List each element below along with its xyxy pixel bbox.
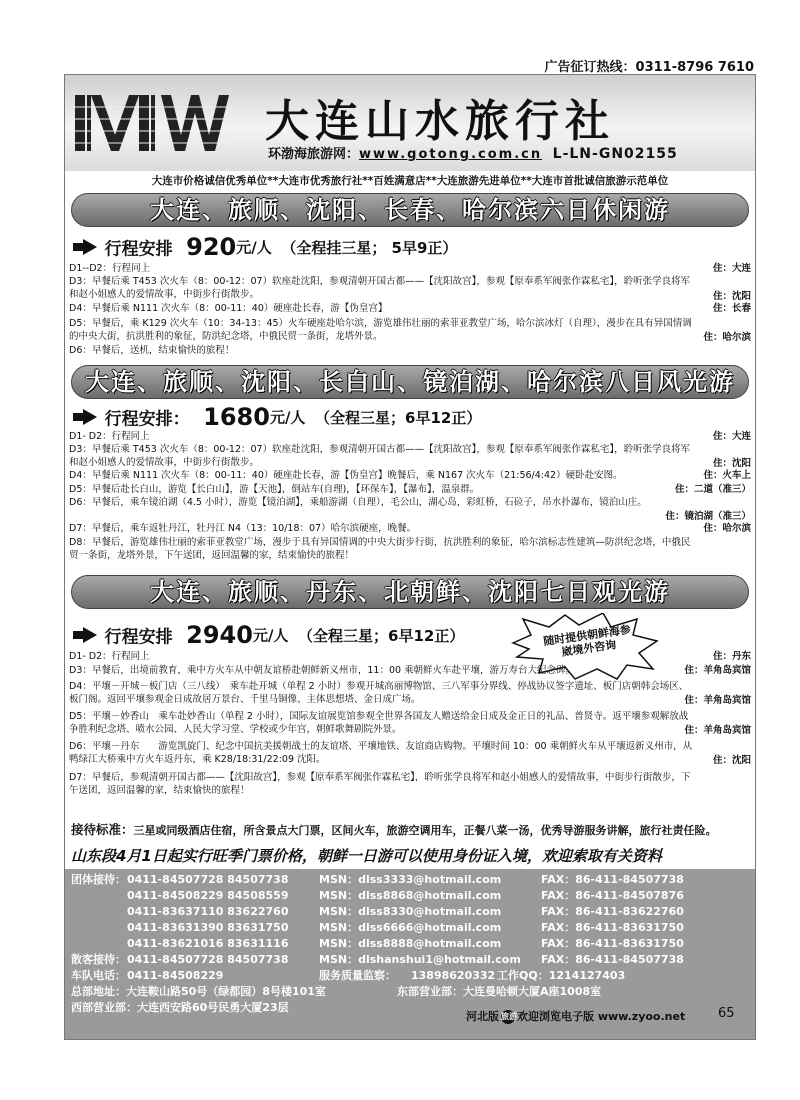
contact-field: 0411-84508229 84508559 [127,889,289,902]
tour3-price: 2940 [186,621,253,649]
itinerary-row: D6：平壤－丹东 游览凯旋门、纪念中国抗美援朝战士的友谊塔、平壤地铁、友谊商店购物。平壤时间 10：00 乘朝鲜火车从平壤返新义州市，从鸭绿江大桥乘中方火车返丹东，乘 K28/18:31/22:09 沈阳。 住：沈阳 [69,741,751,766]
footer [466,1008,685,1024]
header-banner [65,75,755,171]
ad-frame [64,74,756,1040]
arrow-icon [83,409,97,425]
itinerary-row: D6：早餐后，送机，结束愉快的旅程！ [69,345,235,356]
footer-text[interactable]: 欢迎浏览电子版 www.zyoo.net [517,1010,686,1023]
office-row [65,985,755,999]
itinerary-row: D6：早餐后，乘车镜泊湖（4.5 小时），游览【镜泊湖】，乘船游湖（自理），毛公山，湖心岛，彩虹桥，石砬子，吊水扑瀑布，镜泊山庄。 住：镜泊湖（准三） [69,497,751,522]
contact-field: MSN：dlss3333@hotmail.com [319,873,502,886]
itinerary-row: D3：早餐后乘 T453 次火车（8：00-12：07）软座赴沈阳，参观清朝开国古都——【沈阳故宫】，参观【原奉系军阀张作霖私宅】，聆听张学良将军和赵小姐感人的爱情故事，中街步行街散步。 住：沈阳 [69,276,751,302]
contact-field: 总部地址：大连鞍山路50号（绿都园）8号楼101室 [71,985,326,998]
tour3-title: 大连、旅顺、丹东、北朝鲜、沈阳七日观光游 [150,578,670,606]
contact-field: FAX：86-411-83631750 [541,921,684,934]
contact-field: FAX：86-411-84507876 [541,889,684,902]
arrow-icon [83,627,97,643]
itinerary-row: D5：早餐后，乘 K129 次火车（10：34-13：45）火车硬座赴哈尔滨，游览雄伟壮丽的索菲亚教堂广场，哈尔滨冰灯（自理），漫步在具有异国情调的中央大街，抗洪胜利的象征，防洪纪念塔，中俄民贸一条街，龙塔外景。 住：哈尔滨 [69,318,751,343]
tour1-title-banner [71,193,749,227]
contact-field: 服务质量监察： [319,969,396,982]
itinerary-row: D4：平壤－开城－板门店（三八线） 乘车赴开城（单程 2 小时）参观开城高丽博物馆、三八军事分界线、停战协议签字遗址、板门店朝韩会场区、板门阁。返回平壤参观金日成故居万景台、千里马铜像、主体思想塔、金日成广场。 住：羊角岛宾馆 [69,681,751,706]
contact-field: 西部营业部：大连西安路60号民勇大厦23层 [71,1001,289,1014]
contact-row [65,937,755,951]
seal-icon: 旅游 [501,1010,515,1024]
tour3-price-note: （全程三星；6早12正） [298,626,465,645]
agency-name: 大连山水旅行社 [265,96,615,147]
itinerary-row: D4：早餐后乘 N111 次火车（8：00-11：40）硬座赴长春，游【伪皇宫】晚餐后，乘 N167 次火车（21:56/4:42）硬卧赴安图。 住：火车上 [69,470,751,481]
tour3-price-line [73,621,465,649]
itinerary-row: D1- D2：行程同上 住：丹东 [69,651,751,662]
license-number: L-LN-GN02155 [552,146,678,162]
contact-row [65,905,755,919]
tour1-price-unit: 元/人 [236,238,272,257]
contact-field: 东部营业部：大连曼哈顿大厦A座1008室 [397,985,602,998]
service-standard-text: 三星或同级酒店住宿，所含景点大门票，区间火车，旅游空调用车，正餐八菜一汤，优秀导游服务讲解，旅行社责任险。 [133,824,717,837]
tour1-price-note: （全程挂三星； 5早9正） [281,238,458,257]
footer-edition: 河北版 [466,1010,499,1023]
tour3-callout: 随时提供朝鲜海参崴境外咨询 [542,623,632,659]
itinerary-row: D3：早餐后，出境前教育，乘中方火车从中朝友谊桥赴朝鲜新义州市，11：00 乘朝鲜火车赴平壤，游万寿台大纪念碑。 住：羊角岛宾馆 [69,665,751,676]
itinerary-row: D7：早餐后，参观清朝开国古都——【沈阳故宫】，参观【原奉系军阀张作霖私宅】，聆听张学良将军和赵小姐感人的爱情故事，中街步行街散步，下午送团，返回温馨的家，结束愉快的旅程！ [69,772,691,796]
contact-field: MSN：dlss8330@hotmail.com [319,905,502,918]
contact-row [65,953,755,967]
contact-field: 13898620332 [411,969,496,982]
tour3-price-label: 行程安排 [104,627,173,648]
contact-field: FAX：86-411-83631750 [541,937,684,950]
tour1-price-line [73,233,458,261]
site-label: 环渤海旅游网： [268,147,360,162]
contact-field: MSN：dlss8868@hotmail.com [319,889,502,902]
arrow-icon [83,239,97,255]
itinerary-row: D5：早餐后赴长白山，游览【长白山】，游【天池】，倒站车(自理)，【环保车】，【瀑布】，温泉群。 住：二道（准三） [69,484,751,495]
contact-row [65,921,755,935]
mw-logo [75,89,237,151]
service-standard [71,820,717,838]
tour2-title: 大连、旅顺、沈阳、长白山、镜泊湖、哈尔滨八日风光游 [85,368,735,396]
tour2-price-line [73,403,482,431]
tour3-title-banner [71,575,749,609]
itinerary-row: D1--D2：行程同上 住：大连 [69,263,751,274]
tour1-price: 920 [186,233,237,261]
contact-field: FAX：86-411-84507738 [541,873,684,886]
tour2-price: 1680 [203,403,270,431]
itinerary-row: D8：早餐后，游览雄伟壮丽的索菲亚教堂广场，漫步于具有异国情调的中央大街步行街，抗洪胜利的象征，哈尔滨标志性建筑—防洪纪念塔，中俄民贸一条街，龙塔外景，下午送团，返回温馨的家，结束愉快的旅程！ [69,537,691,561]
contact-field: 车队电话： [71,969,126,982]
itinerary-row: D5：平壤－妙香山 乘车赴妙香山（单程 2 小时），国际友谊展览馆参观全世界各国友人赠送给金日成及金正日的礼品、普贤寺。返平壤参观解放战争胜利纪念塔、喷水公园、人民大学习堂、学校或少年宫，朝鲜歌舞剧院外景。 住：羊角岛宾馆 [69,711,751,736]
tour1-price-label: 行程安排 [104,239,173,260]
contact-row [65,889,755,903]
contact-field: FAX：86-411-83622760 [541,905,684,918]
tour1-title: 大连、旅顺、沈阳、长春、哈尔滨六日休闲游 [150,196,670,224]
notice-line: 山东段4月1日起实行旺季门票价格，朝鲜一日游可以使用身份证入境，欢迎索取有关资料 [71,847,662,865]
contact-field: 工作QQ：1214127403 [497,969,626,982]
itinerary-row: D3：早餐后乘 T453 次火车（8：00-12：07）软座赴沈阳，参观清朝开国古都——【沈阳故宫】，参观【原奉系军阀张作霖私宅】，聆听张学良将军和赵小姐感人的爱情故事，中街步行街散步。 住：沈阳 [69,444,751,469]
site-url[interactable]: www.gotong.com.cn [359,147,543,162]
contact-field: MSN：dlshanshui1@hotmail.com [319,953,521,966]
page-number: 65 [718,1006,735,1021]
contact-field: 0411-84507728 84507738 [127,953,289,966]
tour2-price-label: 行程安排： [104,409,190,430]
contact-field: 0411-83621016 83631116 [127,937,289,950]
contact-field: 团体接待： [71,873,126,886]
tour2-price-note: （全程三星；6早12正） [315,408,482,427]
contact-field: 0411-83631390 83631750 [127,921,289,934]
fleet-row [65,969,755,983]
contact-field: MSN：dlss6666@hotmail.com [319,921,502,934]
contact-field: FAX：86-411-84507738 [541,953,684,966]
itinerary-row: D1- D2：行程同上 住：大连 [69,431,751,442]
tour2-title-banner [71,365,749,399]
tour3-price-unit: 元/人 [252,626,289,645]
contact-field: 0411-83637110 83622760 [127,905,289,918]
itinerary-row: D4：早餐后乘 N111 次火车（8：00-11：40）硬座赴长春，游【伪皇宫】 住：长春 [69,303,751,314]
tour2-price-unit: 元/人 [269,408,306,427]
contact-field: 散客接待： [71,953,126,966]
site-line [268,143,678,162]
contact-field: MSN：dlss8888@hotmail.com [319,937,502,950]
itinerary-row: D7：早餐后，乘车返牡丹江，牡丹江 N4（13：10/18：07）哈尔滨硬座，晚餐。 住：哈尔滨 [69,523,751,534]
service-standard-label: 接待标准： [71,822,134,837]
contact-field: 0411-84507728 84507738 [127,873,289,886]
contact-field: 0411-84508229 [127,969,224,982]
honors-line: 大连市价格诚信优秀单位**大连市优秀旅行社**百姓满意店**大连旅游先进单位**大连市首批诚信旅游示范单位 [151,175,669,187]
ad-hotline: 广告征订热线：0311-8796 7610 [544,60,754,75]
contact-row [65,873,755,887]
